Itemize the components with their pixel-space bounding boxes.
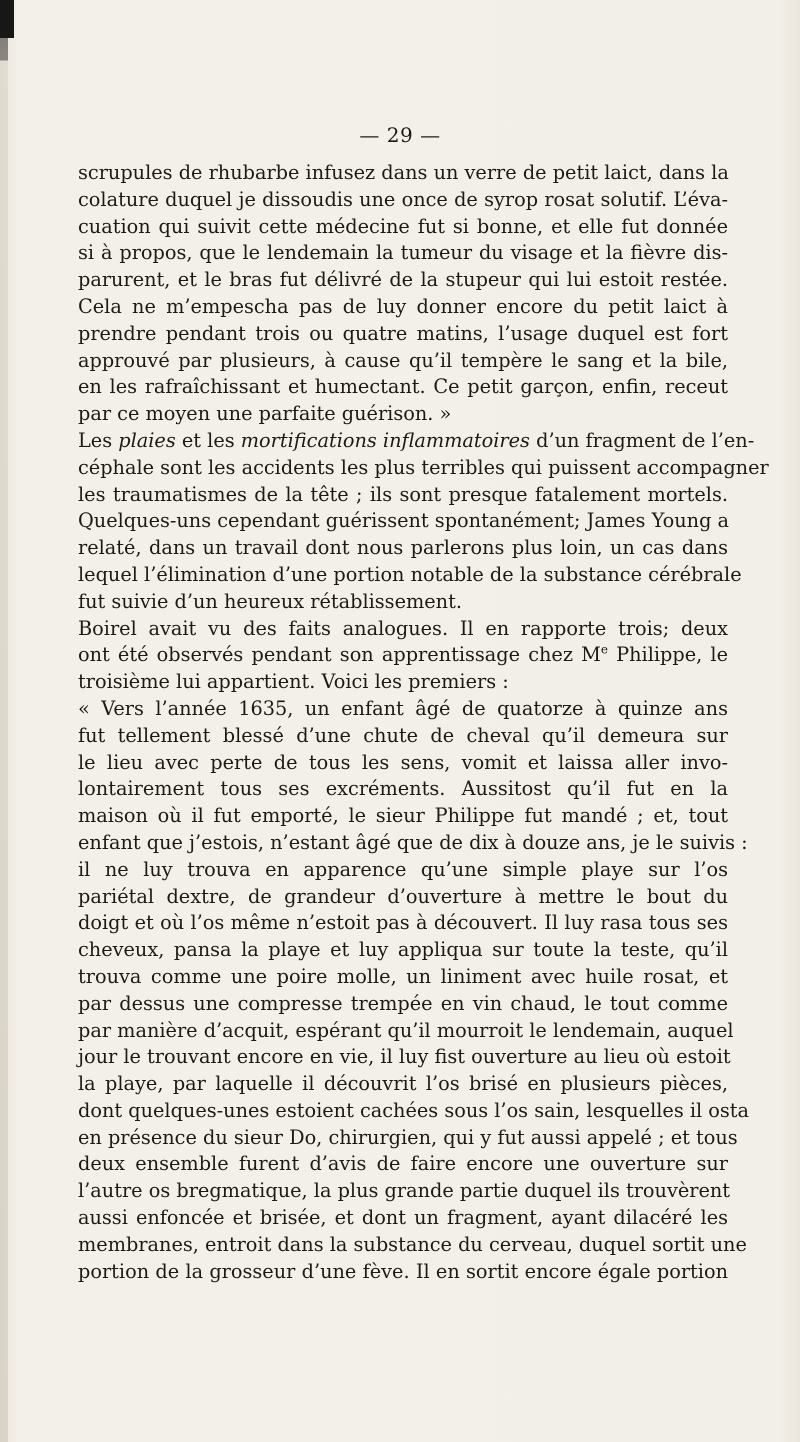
superscript: e	[600, 642, 608, 657]
paragraph-start-line	[78, 428, 755, 455]
text-line: parurent, et le bras fut délivré de la stupeur qui lui estoit restée.	[78, 268, 728, 292]
paragraph-start-line: Boirel avait vu des faits analogues. Il en rapporte trois; deux	[78, 616, 728, 640]
text-line: par manière d’acquit, espérant qu’il mourroit le lendemain, auquel	[78, 1018, 734, 1042]
text-line: trouva comme une poire molle, un liniment avec huile rosat, et	[78, 964, 728, 988]
text-line: approuvé par plusieurs, à cause qu’il tempère le sang et la bile,	[78, 348, 728, 372]
text-line: membranes, entroit dans la substance du cerveau, duquel sortit une	[78, 1232, 747, 1256]
text-line: doigt et où l’os même n’estoit pas à découvert. Il luy rasa tous ses	[78, 911, 728, 935]
line-segment: d’un fragment de l’en-	[529, 428, 755, 452]
line-segment: et les	[175, 428, 241, 452]
text-line: maison où il fut emporté, le sieur Philippe fut mandé ; et, tout	[78, 804, 728, 828]
text-line: Quelques-uns cependant guérissent spontanément; James Young a	[78, 509, 730, 533]
text-line: Cela ne m’empescha pas de luy donner encore du petit laict à	[78, 294, 728, 318]
italic-term: plaies	[118, 428, 176, 452]
text-line: la playe, par laquelle il découvrit l’os brisé en plusieurs pièces,	[78, 1072, 728, 1096]
text-line	[78, 642, 728, 669]
paragraph-end-line: troisième lui appartient. Voici les premiers :	[78, 670, 509, 694]
text-line: enfant que j’estois, n’estant âgé que de dix à douze ans, je le suivis :	[78, 830, 748, 854]
text-line: deux ensemble furent d’avis de faire encore une ouverture sur	[78, 1152, 728, 1176]
text-line: dont quelques-unes estoient cachées sous l’os sain, lesquelles il osta	[78, 1098, 750, 1122]
text-line: les traumatismes de la tête ; ils sont presque fatalement mortels.	[78, 482, 728, 506]
text-line: pariétal dextre, de grandeur d’ouverture à mettre le bout du	[78, 884, 728, 908]
paragraph-start-line: « Vers l’année 1635, un enfant âgé de quatorze à quinze ans	[78, 696, 728, 720]
text-line: céphale sont les accidents les plus terribles qui puissent accompagner	[78, 455, 769, 479]
text-line: si à propos, que le lendemain la tumeur du visage et la fièvre dis-	[78, 241, 728, 265]
text-line: relaté, dans un travail dont nous parlerons plus loin, un cas dans	[78, 536, 728, 560]
scan-corner-mark	[0, 0, 14, 38]
text-line: cheveux, pansa la playe et luy appliqua sur toute la teste, qu’il	[78, 938, 728, 962]
line-segment: Les	[78, 428, 119, 452]
text-line: fut tellement blessé d’une chute de cheval qu’il demeura sur	[78, 723, 728, 747]
line-segment: Philippe, le	[608, 643, 728, 667]
text-line: prendre pendant trois ou quatre matins, l’usage duquel est fort	[78, 321, 728, 345]
text-line: il ne luy trouva en apparence qu’une simple playe sur l’os	[78, 857, 728, 881]
italic-term: mortifications inflammatoires	[240, 428, 530, 452]
text-line: colature duquel je dissoudis une once de syrop rosat solutif. L’éva-	[78, 187, 728, 211]
page-binding-edge	[0, 0, 8, 1442]
body-text	[78, 160, 769, 1285]
text-line: lequel l’élimination d’une portion notable de la substance cérébrale	[78, 562, 742, 586]
text-line: portion de la grosseur d’une fève. Il en sortit encore égale portion	[78, 1259, 728, 1283]
text-line: cuation qui suivit cette médecine fut si bonne, et elle fut donnée	[78, 214, 728, 238]
text-line: lontairement tous ses excréments. Aussitost qu’il fut en la	[78, 777, 728, 801]
line-segment: ont été observés pendant son apprentissage chez M	[78, 643, 601, 667]
text-line: jour le trouvant encore en vie, il luy fist ouverture au lieu où estoit	[78, 1045, 731, 1069]
paragraph-end-line: fut suivie d’un heureux rétablissement.	[78, 589, 462, 613]
text-line: scrupules de rhubarbe infusez dans un verre de petit laict, dans la	[78, 161, 729, 184]
paragraph-end-line: par ce moyen une parfaite guérison. »	[78, 402, 452, 426]
text-line: l’autre os bregmatique, la plus grande partie duquel ils trouvèrent	[78, 1179, 731, 1203]
text-line: en les rafraîchissant et humectant. Ce petit garçon, enfin, receut	[78, 375, 728, 399]
page-number-header: — 29 —	[359, 123, 441, 147]
text-line: par dessus une compresse trempée en vin chaud, le tout comme	[78, 991, 728, 1015]
text-line: le lieu avec perte de tous les sens, vomit et laissa aller invo-	[78, 750, 728, 774]
text-line: en présence du sieur Do, chirurgien, qui y fut aussi appelé ; et tous	[78, 1125, 738, 1149]
text-line: aussi enfoncée et brisée, et dont un fragment, ayant dilacéré les	[78, 1206, 728, 1230]
